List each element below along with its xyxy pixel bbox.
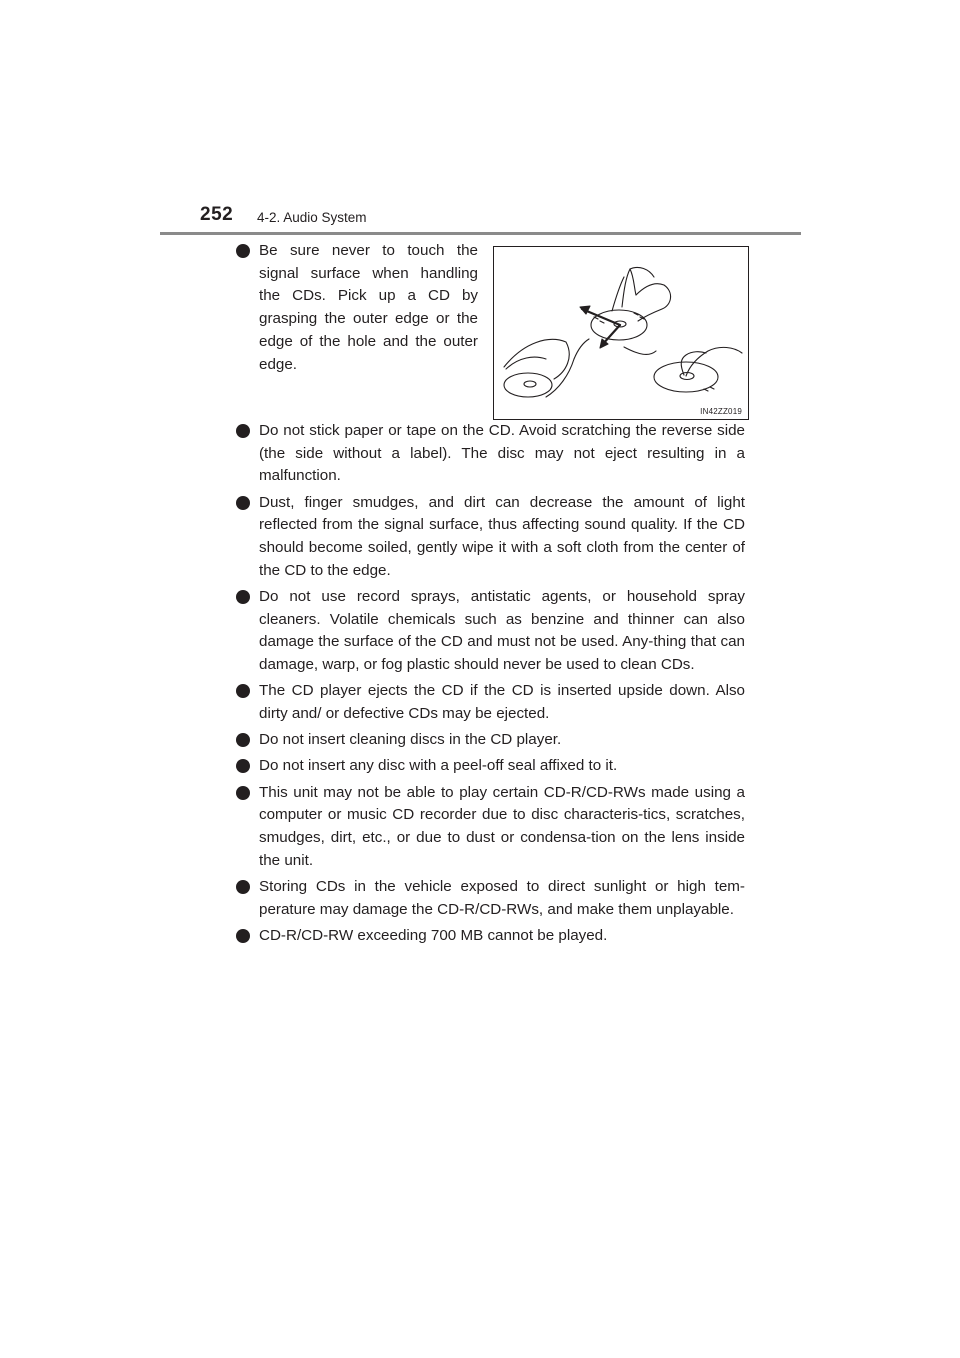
list-item: [259, 680, 745, 725]
list-item: [259, 586, 745, 677]
item-text: Do not insert cleaning discs in the CD player.: [259, 731, 562, 749]
list-item-handling: [259, 240, 478, 376]
list-item: [259, 876, 745, 921]
cd-handling-figure: [493, 246, 749, 420]
list-item: [259, 729, 745, 752]
list-item: [259, 925, 745, 948]
bullet-icon: [236, 759, 250, 773]
bullet-icon: [236, 424, 250, 438]
list-item: [259, 782, 745, 873]
bullet-icon: [236, 684, 250, 698]
bullet-icon: [236, 590, 250, 604]
item-text: This unit may not be able to play certain CD-R/CD-RWs made using a computer or music CD recorder due to disc characteris-tics, scratches, smudges, dirt, etc., or due to dust or condensa-tion on the lens inside the unit.: [259, 783, 745, 869]
cd-handling-illustration-icon: [494, 247, 750, 421]
bullet-icon: [236, 880, 250, 894]
section-title: 4-2. Audio System: [257, 210, 367, 225]
header-rule: [160, 232, 801, 235]
list-item: [259, 420, 745, 488]
item-text: Do not use record sprays, antistatic agents, or household spray cleaners. Volatile chemicals such as benzine and thinner can also damage the surface of the CD and must not be used. Any-thing that can damage, warp, or fog plastic should never be used to clean CDs.: [259, 587, 745, 674]
item-text: Dust, finger smudges, and dirt can decrease the amount of light reflected from the signal surface, thus affecting sound quality. If the CD should become soiled, gently wipe it with a soft cloth from the center of the CD to the edge.: [259, 493, 745, 579]
bullet-icon: [236, 733, 250, 747]
bullet-icon: [236, 496, 250, 510]
bullet-icon: [236, 929, 250, 943]
figure-code: IN42ZZ019: [700, 407, 742, 416]
page-number: 252: [200, 204, 234, 225]
bullet-icon: [236, 786, 250, 800]
item-text: CD-R/CD-RW exceeding 700 MB cannot be played.: [259, 926, 608, 944]
item-text: The CD player ejects the CD if the CD is inserted upside down. Also dirty and/ or defective CDs may be ejected.: [259, 682, 745, 722]
list-item: [259, 755, 745, 778]
bullet-icon: [236, 244, 250, 258]
item-text: Do not insert any disc with a peel-off seal affixed to it.: [259, 757, 618, 775]
list-item: [259, 492, 745, 583]
item-list: [259, 420, 745, 951]
item-text: Storing CDs in the vehicle exposed to direct sunlight or high tem-perature may damage the CD-R/CD-RWs, and make them unplayable.: [259, 877, 745, 918]
item-text: Be sure never to touch the signal surface when handling the CDs. Pick up a CD by grasping the outer edge or the edge of the hole and the outer edge.: [259, 242, 478, 373]
item-text: Do not stick paper or tape on the CD. Avoid scratching the reverse side (the side without a label). The disc may not eject resulting in a malfunction.: [259, 422, 745, 485]
